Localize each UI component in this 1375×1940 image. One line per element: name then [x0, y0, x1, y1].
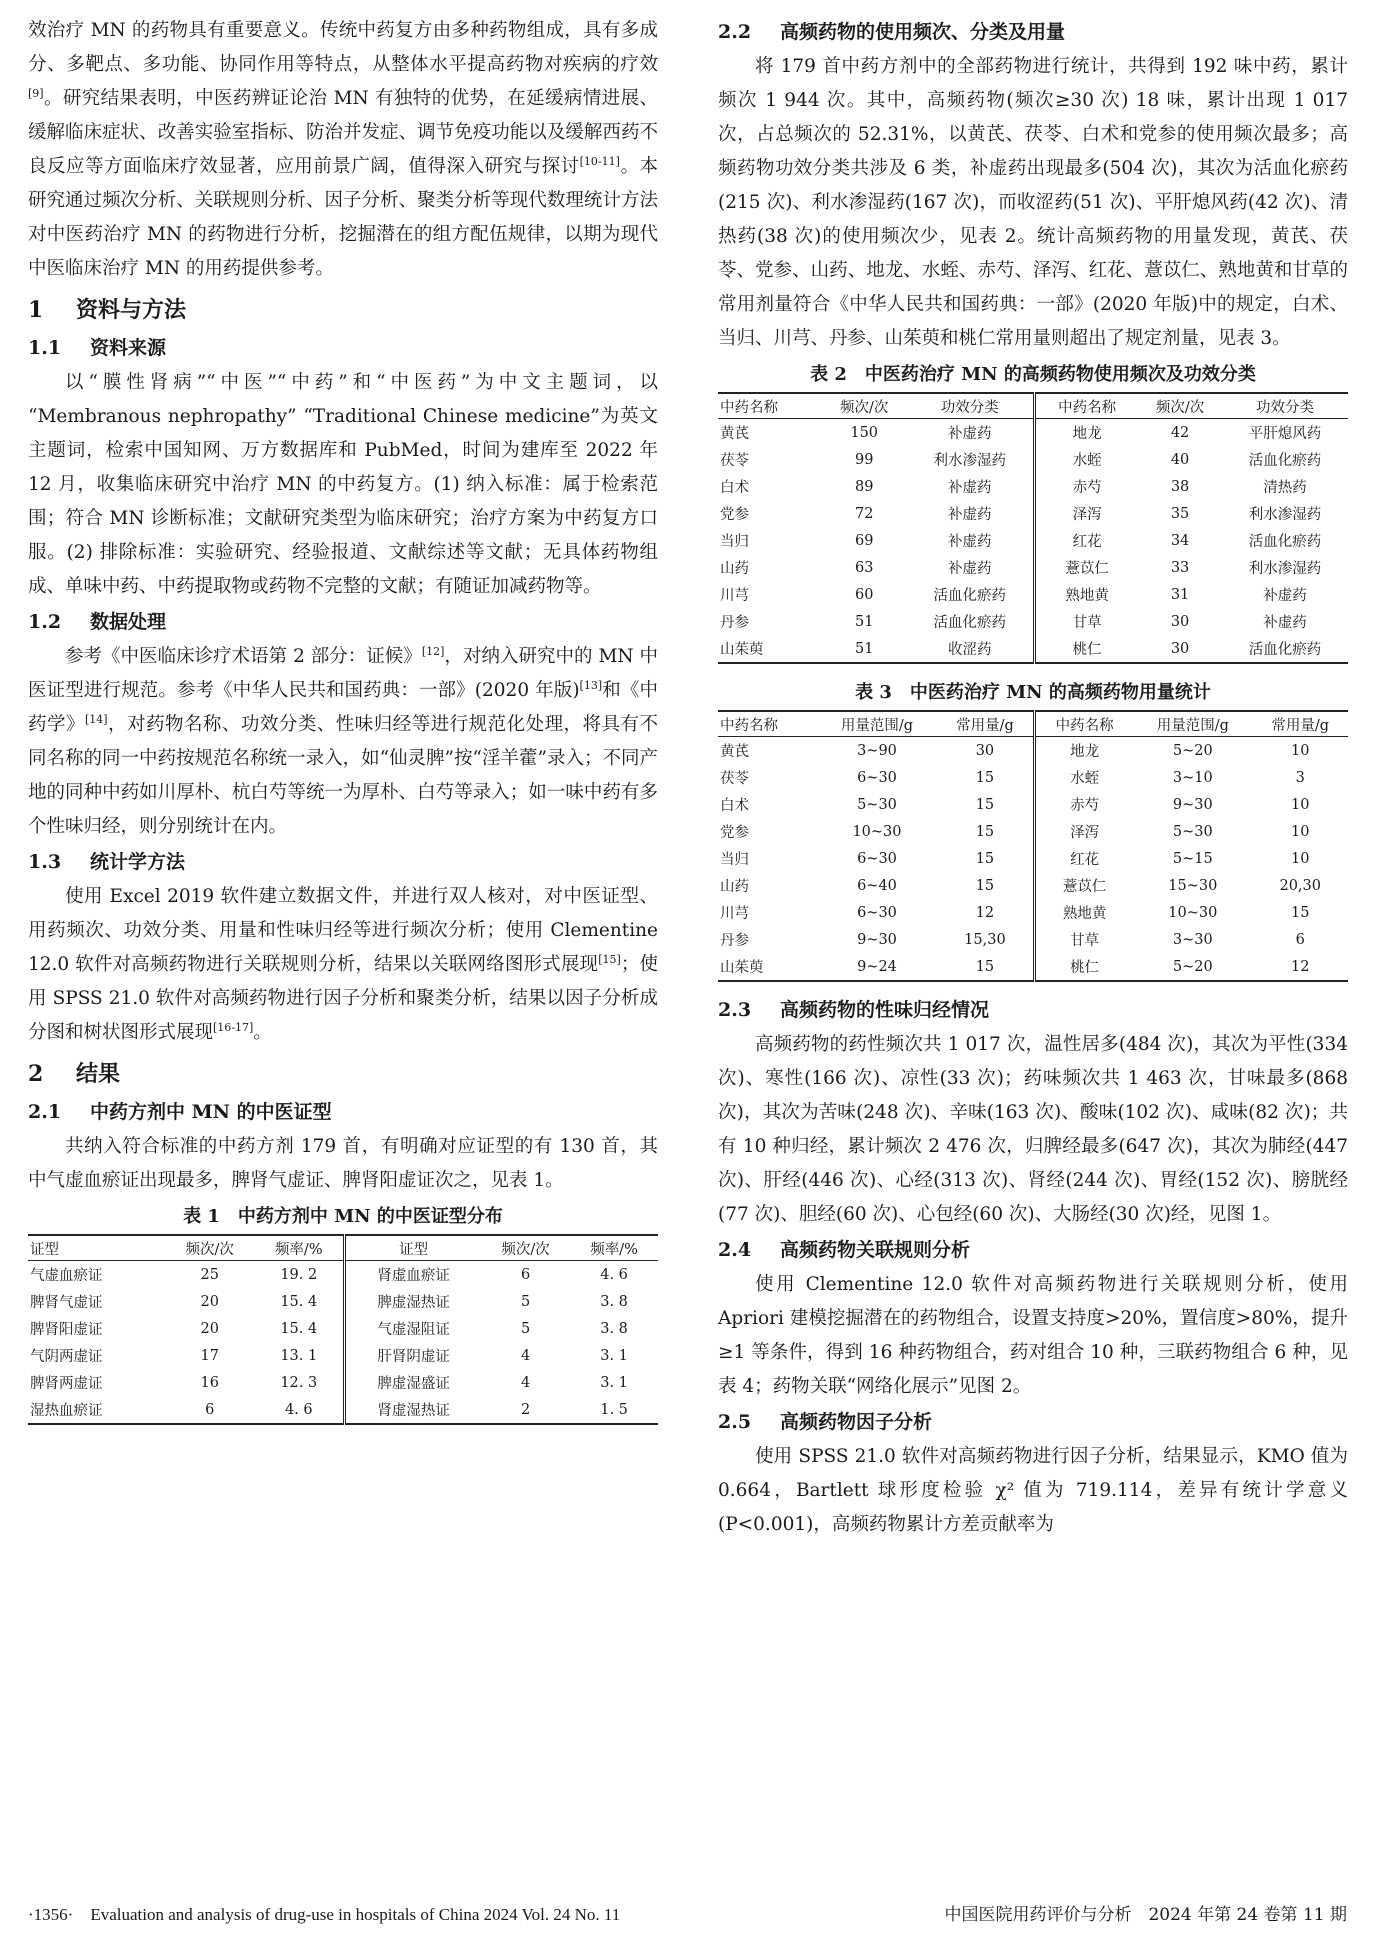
table-1-header: 频率/% [570, 1235, 658, 1261]
table-3-row [718, 791, 1348, 818]
table-2-cell: 地龙 [1035, 419, 1138, 447]
table-1-cell: 13. 1 [280, 1347, 318, 1364]
section-heading-1: 1 资料与方法 [28, 297, 187, 323]
paragraph-2-3: 高频药物的药性频次共 1 017 次，温性居多(484 次)，其次为平性(334 次)、寒性(166 次)、凉性(33 次)；药味频次共 1 463 次，甘味最多(868 次)，其次为苦味(248 次)、辛味(163 次)、酸味(102 次)、咸味(82 次)；共有 10 种归经，累计频次 2 476 次，归脾经最多(647 次)，其次为肺经(447 次)、肝经(446 次)、心经(313 次)、肾经(244 次)、胃经(152 次)、膀胱经(77 次)、胆经(60 次)、心包经(60 次)、大肠经(30 次)经，见图 1。 [718, 1034, 1348, 1225]
table-1-row [28, 1261, 658, 1289]
table-3-cell: 10~30 [1168, 904, 1218, 921]
table-1-cell: 4 [520, 1347, 531, 1364]
table-1-header: 证型 [345, 1235, 481, 1261]
table-1-header: 证型 [28, 1235, 165, 1261]
table-1-cell: 肝肾阴虚证 [345, 1342, 481, 1369]
table-3-cell: 5~20 [1133, 953, 1252, 981]
table-3-cell: 川芎 [720, 906, 749, 922]
table-3-cell: 30 [975, 742, 995, 759]
table-1-cell: 16 [200, 1374, 219, 1391]
table-2-cell: 89 [854, 478, 874, 495]
table-2-cell: 当归 [720, 534, 749, 550]
table-2-cell: 150 [850, 424, 879, 441]
table-3-cell: 10 [1291, 796, 1310, 813]
table-2-header: 频次/次 [1138, 393, 1222, 419]
table-1-cell: 3. 1 [600, 1374, 628, 1391]
table-2-cell: 补虚药 [1263, 588, 1307, 604]
table-3-row [718, 926, 1348, 953]
table-1-body [28, 1261, 658, 1425]
table-1-cell: 2 [481, 1396, 570, 1424]
paragraph-1-3: 使用 Excel 2019 软件建立数据文件，并进行双人核对，对中医证型、用药频次、功效分类、用量和性味归经等进行频次分析；使用 Clementine 12.0 软件对高频药物进行关联规则分析，结果以关联网络图形式展现[15]；使用 SPSS 21.0 软件对高频药物进行因子分析和聚类分析，结果以因子分析成分图和树状图形式展现[16-17]。 [28, 886, 658, 1043]
table-2-row [718, 554, 1348, 581]
table-1 [28, 1234, 658, 1425]
table-2-cell: 利水渗湿药 [933, 453, 1006, 469]
table-1-row [28, 1396, 658, 1424]
section-heading-2: 2 结果 [28, 1061, 121, 1087]
table-1-cell: 脾肾气虚证 [30, 1295, 103, 1311]
table-2-cell: 72 [854, 505, 874, 522]
table-1-cell: 5 [520, 1293, 531, 1310]
table-3-cell: 15 [975, 796, 995, 813]
table-2-cell: 桃仁 [1035, 635, 1138, 663]
table-3-cell: 10 [1291, 823, 1310, 840]
table-3-cell: 9~24 [817, 953, 936, 981]
table-2-header: 功效分类 [1222, 393, 1348, 419]
table-2-cell: 平肝熄风药 [1248, 426, 1322, 442]
table-2-row [718, 500, 1348, 527]
table-2-cell: 35 [1170, 505, 1190, 522]
table-2-cell: 38 [1170, 478, 1190, 495]
table-3-cell: 5~20 [1172, 742, 1213, 759]
table-1-row [28, 1288, 658, 1315]
table-3-cell: 3~30 [1172, 931, 1213, 948]
table-2-header: 功效分类 [906, 393, 1035, 419]
table-3-cell: 15 [975, 823, 995, 840]
table-3-caption: 表 3 中医药治疗 MN 的高频药物用量统计 [855, 682, 1211, 703]
table-3-row [718, 953, 1348, 981]
table-1-cell: 3. 8 [600, 1293, 628, 1310]
table-2-cell: 补虚药 [947, 534, 992, 550]
table-3-header: 常用量/g [937, 711, 1035, 737]
table-2-caption: 表 2 中医药治疗 MN 的高频药物使用频次及功效分类 [810, 364, 1256, 385]
table-2-cell: 30 [1138, 635, 1222, 663]
table-2-cell: 补虚药 [947, 426, 992, 442]
table-3-cell: 赤芍 [1035, 791, 1133, 818]
table-3-cell: 15 [1291, 904, 1310, 921]
table-3-cell: 6 [1295, 931, 1305, 948]
table-1-cell: 12. 3 [280, 1374, 318, 1391]
table-2-cell: 51 [854, 613, 874, 630]
intro-paragraph: 效治疗 MN 的药物具有重要意义。传统中药复方由多种药物组成，具有多成分、多靶点、多功能、协同作用等特点，从整体水平提高药物对疾病的疗效[9]。研究结果表明，中医药辨证论治 MN 有独特的优势，在延缓病情进展、缓解临床症状、改善实验室指标、防治并发症、调节免疫功能以及缓解西药不良反应等方面临床疗效显著，应用前景广阔，值得深入研究与探讨[10-11]。本研究通过频次分析、关联规则分析、因子分析、聚类分析等现代数理统计方法对中医药治疗 MN 的药物进行分析，挖掘潜在的组方配伍规律，以期为现代中医临床治疗 MN 的用药提供参考。 [28, 20, 658, 279]
table-1-cell: 4. 6 [254, 1396, 345, 1424]
table-3-row [718, 872, 1348, 899]
table-2-cell: 活血化瘀药 [1248, 534, 1322, 550]
table-2-row [718, 527, 1348, 554]
table-1-header: 频次/次 [165, 1235, 254, 1261]
table-2-header: 中药名称 [1035, 393, 1138, 419]
table-3-row [718, 845, 1348, 872]
paragraph-2-1: 共纳入符合标准的中药方剂 179 首，有明确对应证型的有 130 首，其中气虚血瘀证出现最多，脾肾气虚证、脾肾阳虚证次之，见表 1。 [28, 1136, 658, 1191]
subsection-heading-2-4: 2.4 高频药物关联规则分析 [718, 1239, 971, 1261]
table-2-cell: 60 [854, 586, 874, 603]
left-column [28, 14, 658, 1425]
table-3-cell: 红花 [1035, 845, 1133, 872]
table-2-header-row [718, 393, 1348, 419]
table-3-row [718, 899, 1348, 926]
table-3-cell: 15,30 [964, 931, 1006, 948]
table-1-cell: 5 [520, 1320, 531, 1337]
table-3-cell: 5~30 [857, 796, 897, 813]
table-1-header: 频率/% [254, 1235, 345, 1261]
table-3-cell: 3 [1295, 769, 1305, 786]
table-2-cell: 活血化瘀药 [1248, 453, 1322, 469]
table-1-cell: 4. 6 [600, 1266, 628, 1283]
table-2-row [718, 419, 1348, 447]
table-3-cell: 15 [975, 877, 995, 894]
table-2-cell: 甘草 [1035, 608, 1138, 635]
table-3-cell: 地龙 [1035, 737, 1133, 765]
table-2-cell: 活血化瘀药 [933, 615, 1006, 631]
subsection-heading-1-2: 1.2 数据处理 [28, 611, 167, 633]
table-3-cell: 15 [975, 769, 995, 786]
paragraph-2-4: 使用 Clementine 12.0 软件对高频药物进行关联规则分析，使用 Apriori 建模挖掘潜在的药物组合，设置支持度>20%，置信度>80%，提升≥1 等条件，得到 16 种药物组合，药对组合 10 种，三联药物组合 6 种，见表 4；药物关联“网络化展示”见图 2。 [718, 1274, 1348, 1397]
table-3-cell: 山茱萸 [718, 953, 817, 981]
table-3-cell: 5~30 [1172, 823, 1213, 840]
table-1-cell: 4 [520, 1374, 531, 1391]
table-1-cell: 6 [165, 1396, 254, 1424]
table-3-cell: 9~30 [1172, 796, 1213, 813]
table-1-cell: 气阴两虚证 [30, 1349, 103, 1365]
table-3-cell: 15 [937, 953, 1035, 981]
table-2-row [718, 635, 1348, 663]
table-3-cell: 6~30 [857, 850, 897, 867]
table-3-cell: 6~30 [857, 769, 897, 786]
table-3-row [718, 818, 1348, 845]
table-2-body [718, 419, 1348, 664]
table-2-cell: 30 [1170, 613, 1190, 630]
table-1-cell: 25 [200, 1266, 219, 1283]
table-2-cell: 31 [1170, 586, 1190, 603]
table-3-cell: 10 [1291, 742, 1310, 759]
table-3-cell: 白术 [720, 798, 749, 814]
table-2-row [718, 446, 1348, 473]
table-1-cell: 肾虚湿热证 [345, 1396, 481, 1424]
table-3-header-row [718, 711, 1348, 737]
table-2-cell: 川芎 [720, 588, 749, 604]
table-3-row [718, 737, 1348, 765]
subsection-heading-2-2: 2.2 高频药物的使用频次、分类及用量 [718, 21, 1066, 43]
table-2-cell: 水蛭 [1035, 446, 1138, 473]
table-3-row [718, 764, 1348, 791]
table-3-cell: 20,30 [1279, 877, 1321, 894]
table-2-cell: 山药 [720, 561, 749, 577]
table-1-header-row [28, 1235, 658, 1261]
table-2-cell: 99 [854, 451, 874, 468]
table-2-cell: 红花 [1035, 527, 1138, 554]
table-1-cell: 20 [200, 1293, 219, 1310]
table-3-cell: 山药 [720, 879, 749, 895]
table-2-cell: 茯苓 [720, 453, 749, 469]
table-1-cell: 肾虚血瘀证 [345, 1261, 481, 1289]
table-3-header: 中药名称 [1035, 711, 1133, 737]
table-2-cell: 活血化瘀药 [933, 588, 1006, 604]
table-2-cell: 补虚药 [1263, 615, 1307, 631]
table-2-cell: 69 [854, 532, 874, 549]
table-2-row [718, 581, 1348, 608]
table-3-cell: 10 [1291, 850, 1310, 867]
subsection-heading-1-3: 1.3 统计学方法 [28, 851, 186, 873]
table-3-cell: 10~30 [852, 823, 902, 840]
table-2-cell: 丹参 [720, 615, 749, 631]
table-2-cell: 40 [1170, 451, 1190, 468]
table-3-header: 中药名称 [718, 711, 817, 737]
table-1-cell: 脾虚湿热证 [345, 1288, 481, 1315]
table-1-cell: 脾肾两虚证 [30, 1376, 103, 1392]
table-3-cell: 6~30 [857, 904, 897, 921]
table-2-cell: 薏苡仁 [1035, 554, 1138, 581]
table-2-cell: 51 [822, 635, 906, 663]
table-1-caption: 表 1 中药方剂中 MN 的中医证型分布 [183, 1206, 503, 1227]
table-2-cell: 熟地黄 [1035, 581, 1138, 608]
footer-journal-cn: 中国医院用药评价与分析 2024 年第 24 卷第 11 期 [944, 1905, 1347, 1925]
paragraph-2-2: 将 179 首中药方剂中的全部药物进行统计，共得到 192 味中药，累计频次 1 944 次。其中，高频药物(频次≥30 次) 18 味，累计出现 1 017 次，占总频次的 52.31%，以黄芪、茯苓、白术和党参的使用频次最多；高频药物功效分类共涉及 6 类，补虚药出现最多(504 次)，其次为活血化瘀药(215 次)、利水渗湿药(167 次)，而收涩药(51 次)、平肝熄风药(42 次)、清热药(38 次)的使用频次少，见表 2。统计高频药物的用量发现，黄芪、茯苓、党参、山药、地龙、水蛭、赤芍、泽泻、红花、薏苡仁、熟地黄和甘草的常用剂量符合《中华人民共和国药典：一部》(2020 年版)中的规定，白术、当归、川芎、丹参、山茱萸和桃仁常用量则超出了规定剂量，见表 3。 [718, 56, 1348, 349]
table-2-header: 中药名称 [718, 393, 822, 419]
table-1-cell: 脾虚湿盛证 [345, 1369, 481, 1396]
table-1-cell: 15. 4 [280, 1293, 318, 1310]
table-1-cell: 15. 4 [280, 1320, 318, 1337]
subsection-heading-2-3: 2.3 高频药物的性味归经情况 [718, 999, 990, 1021]
table-2-cell: 活血化瘀药 [1222, 635, 1348, 663]
table-2-cell: 赤芍 [1035, 473, 1138, 500]
table-2-cell: 黄芪 [720, 426, 749, 442]
subsection-heading-2-5: 2.5 高频药物因子分析 [718, 1411, 933, 1433]
table-1-cell: 19. 2 [280, 1266, 318, 1283]
paragraph-1-1: 以“膜性肾病”“中医”“中药”和“中医药”为中文主题词，以 “Membranous nephropathy” “Traditional Chinese medicine”为英文主题词，检索中国知网、万方数据库和 PubMed，时间为建库至 2022 年 12 月，收集临床研究中治疗 MN 的中药复方。(1) 纳入标准：属于检索范围；符合 MN 诊断标准；文献研究类型为临床研究；治疗方案为中药复方口服。(2) 排除标准：实验研究、经验报道、文献综述等文献；无具体药物组成、单味中药、中药提取物或药物不完整的文献；有随证加减药物等。 [28, 372, 658, 597]
table-2-cell: 33 [1170, 559, 1190, 576]
table-1-cell: 湿热血瘀证 [28, 1396, 165, 1424]
table-2-cell: 补虚药 [947, 561, 992, 577]
table-2-cell: 党参 [720, 507, 749, 523]
table-3-cell: 6~40 [857, 877, 897, 894]
table-3-cell: 5~15 [1172, 850, 1213, 867]
table-1-header: 频次/次 [481, 1235, 570, 1261]
table-3-cell: 水蛭 [1035, 764, 1133, 791]
table-3-cell: 泽泻 [1035, 818, 1133, 845]
table-2 [718, 392, 1348, 664]
table-3-cell: 甘草 [1035, 926, 1133, 953]
table-1-cell: 20 [200, 1320, 219, 1337]
table-1-row [28, 1315, 658, 1342]
table-3-cell: 12 [975, 904, 995, 921]
table-3-cell: 茯苓 [720, 771, 749, 787]
table-2-row [718, 473, 1348, 500]
footer-journal-en: ·1356· Evaluation and analysis of drug-use in hospitals of China 2024 Vol. 24 No. 11 [28, 1905, 621, 1924]
table-3-cell: 15 [975, 850, 995, 867]
subsection-heading-1-1: 1.1 资料来源 [28, 337, 167, 359]
table-2-cell: 利水渗湿药 [1248, 561, 1322, 577]
table-3-cell: 9~30 [857, 931, 897, 948]
right-column [718, 14, 1348, 1542]
table-3-header: 用量范围/g [1133, 711, 1252, 737]
table-1-cell: 气虚湿阻证 [345, 1315, 481, 1342]
table-3-cell: 黄芪 [720, 744, 749, 760]
table-3-cell: 3~90 [857, 742, 897, 759]
table-3-cell: 12 [1253, 953, 1349, 981]
table-3-cell: 薏苡仁 [1035, 872, 1133, 899]
table-1-cell: 3. 8 [600, 1320, 628, 1337]
table-1-cell: 6 [520, 1266, 531, 1283]
table-2-cell: 补虚药 [947, 507, 992, 523]
table-2-header: 频次/次 [822, 393, 906, 419]
table-3-cell: 党参 [720, 825, 749, 841]
table-2-cell: 泽泻 [1035, 500, 1138, 527]
table-2-cell: 收涩药 [906, 635, 1035, 663]
paragraph-1-2: 参考《中医临床诊疗术语第 2 部分：证候》[12]，对纳入研究中的 MN 中医证型进行规范。参考《中华人民共和国药典：一部》(2020 年版)[13]和《中药学》[14]，对药物名称、功效分类、性味归经等进行规范化处理，将具有不同名称的同一中药按规范名称统一录入，如“仙灵脾”按“淫羊藿”录入；不同产地的同种中药如川厚朴、杭白芍等统一为厚朴、白芍等录入；如一味中药有多个性味归经，则分别统计在内。 [28, 644, 658, 837]
table-2-cell: 山茱萸 [718, 635, 822, 663]
table-2-cell: 42 [1170, 424, 1190, 441]
table-2-cell: 补虚药 [947, 480, 992, 496]
table-3-cell: 桃仁 [1035, 953, 1133, 981]
table-2-row [718, 608, 1348, 635]
table-2-cell: 白术 [720, 480, 749, 496]
table-1-cell: 1. 5 [570, 1396, 658, 1424]
table-3-cell: 15~30 [1168, 877, 1218, 894]
table-3-cell: 当归 [720, 852, 749, 868]
table-1-row [28, 1342, 658, 1369]
table-3-header: 常用量/g [1253, 711, 1349, 737]
subsection-heading-2-1: 2.1 中药方剂中 MN 的中医证型 [28, 1101, 332, 1123]
table-1-cell: 气虚血瘀证 [30, 1268, 103, 1284]
table-2-cell: 清热药 [1263, 480, 1307, 496]
table-3-cell: 丹参 [720, 933, 749, 949]
table-3-cell: 3~10 [1172, 769, 1213, 786]
table-2-cell: 63 [854, 559, 874, 576]
table-3-cell: 熟地黄 [1035, 899, 1133, 926]
table-1-cell: 17 [200, 1347, 219, 1364]
table-2-cell: 34 [1170, 532, 1190, 549]
table-1-cell: 3. 1 [600, 1347, 628, 1364]
table-1-row [28, 1369, 658, 1396]
table-1-cell: 脾肾阳虚证 [30, 1322, 103, 1338]
table-3 [718, 710, 1348, 982]
table-3-header: 用量范围/g [817, 711, 936, 737]
paragraph-2-5: 使用 SPSS 21.0 软件对高频药物进行因子分析，结果显示，KMO 值为 0.664，Bartlett 球形度检验 χ² 值为 719.114，差异有统计学意义(P<0.001)，高频药物累计方差贡献率为 [718, 1446, 1348, 1535]
table-3-body [718, 737, 1348, 982]
table-2-cell: 利水渗湿药 [1248, 507, 1322, 523]
